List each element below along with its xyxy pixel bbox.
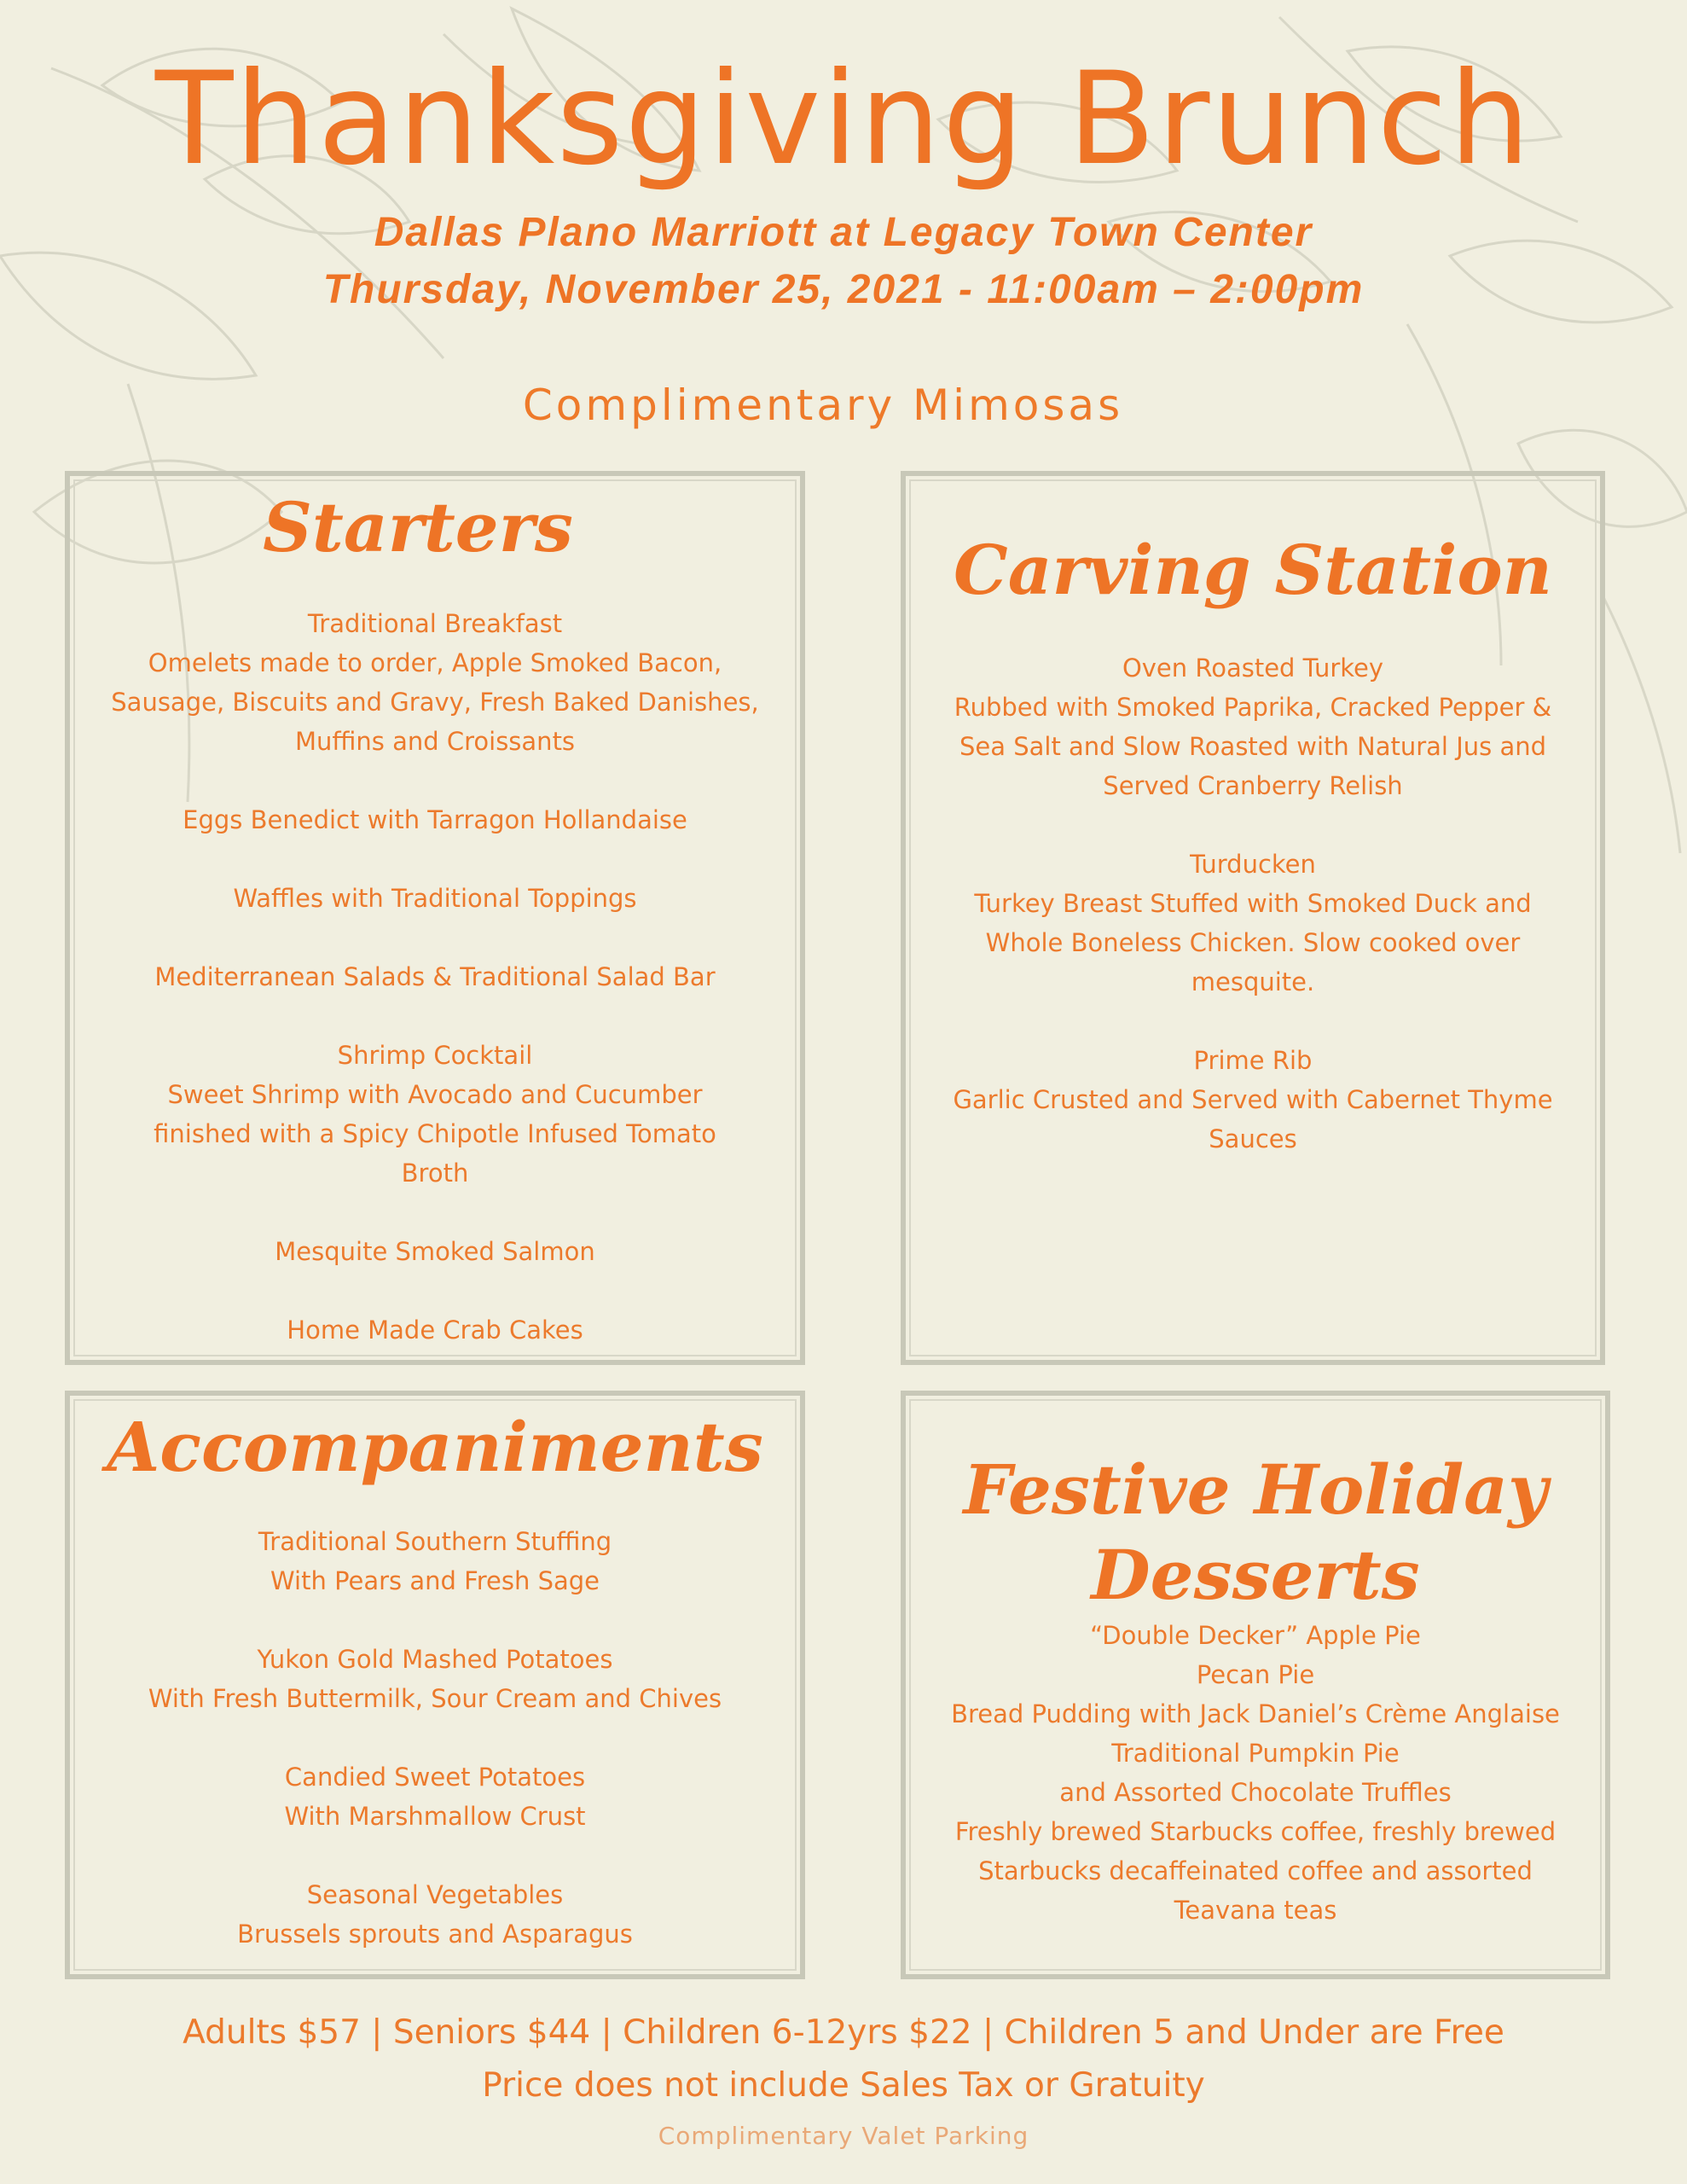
- menu-item-description: Pecan Pie: [1196, 1660, 1315, 1689]
- menu-item-description: Omelets made to order, Apple Smoked Bacon,: [148, 648, 722, 677]
- menu-item: [70, 1232, 800, 1271]
- menu-item-description: Broth: [401, 1159, 469, 1188]
- menu-item-description: Sweet Shrimp with Avocado and Cucumber: [167, 1080, 703, 1109]
- menu-item-name: Waffles with Traditional Toppings: [233, 884, 637, 913]
- menu-item-description: Turkey Breast Stuffed with Smoked Duck and: [974, 889, 1532, 918]
- menu-item-description: mesquite.: [1191, 967, 1315, 996]
- menu-item: [70, 1757, 800, 1836]
- menu-item-description: Brussels sprouts and Asparagus: [237, 1920, 633, 1949]
- menu-item-name: Candied Sweet Potatoes: [284, 1763, 586, 1792]
- menu-item: [70, 1036, 800, 1193]
- menu-item-description: Rubbed with Smoked Paprika, Cracked Pepper &: [954, 693, 1552, 722]
- carving-station-title: Carving Station: [954, 530, 1552, 610]
- menu-item-name: Traditional Breakfast: [307, 609, 563, 638]
- event-date-time: Thursday, November 25, 2021 - 11:00am – 2:00pm: [322, 267, 1365, 312]
- menu-item-name: Prime Rib: [1193, 1046, 1313, 1075]
- desserts-list: [906, 1616, 1605, 1930]
- menu-item: [906, 1616, 1605, 1930]
- pricing-info: [0, 2007, 1687, 2112]
- menu-item: [70, 800, 800, 839]
- accompaniments-panel: [65, 1391, 805, 1979]
- starters-title: Starters: [263, 487, 573, 567]
- menu-item-name: Seasonal Vegetables: [306, 1880, 564, 1909]
- menu-item-description: Garlic Crusted and Served with Cabernet Thyme: [953, 1085, 1553, 1114]
- menu-item-description: With Pears and Fresh Sage: [270, 1566, 600, 1595]
- menu-item: [70, 1310, 800, 1350]
- menu-item: [70, 1875, 800, 1954]
- menu-item-description: Sauces: [1209, 1124, 1297, 1153]
- menu-item-name: Yukon Gold Mashed Potatoes: [257, 1645, 613, 1674]
- menu-item-description: Starbucks decaffeinated coffee and assorted: [978, 1856, 1533, 1885]
- menu-item-description: Traditional Pumpkin Pie: [1111, 1739, 1400, 1768]
- valet-parking-note: Complimentary Valet Parking: [658, 2122, 1029, 2150]
- accompaniments-list: [70, 1522, 800, 1954]
- starters-list: [70, 604, 800, 1350]
- menu-item-name: Home Made Crab Cakes: [287, 1316, 583, 1345]
- menu-item-name: Traditional Southern Stuffing: [258, 1527, 612, 1556]
- menu-item-name: “Double Decker” Apple Pie: [1090, 1621, 1421, 1650]
- menu-item: [70, 957, 800, 996]
- menu-item-name: Mesquite Smoked Salmon: [275, 1237, 595, 1266]
- menu-item: [70, 604, 800, 761]
- menu-item: [70, 1522, 800, 1600]
- menu-item-description: Whole Boneless Chicken. Slow cooked over: [985, 928, 1521, 957]
- menu-item-description: Bread Pudding with Jack Daniel’s Crème Anglaise: [951, 1699, 1560, 1728]
- menu-item-description: With Marshmallow Crust: [284, 1802, 586, 1831]
- carving-station-list: [906, 648, 1600, 1159]
- pricing-line: Adults $57 | Seniors $44 | Children 6-12yrs $22 | Children 5 and Under are Free: [183, 2013, 1504, 2052]
- menu-item-description: Served Cranberry Relish: [1103, 771, 1403, 800]
- desserts-title: Festive Holiday Desserts: [963, 1449, 1548, 1615]
- menu-item: [906, 845, 1600, 1002]
- menu-item-name: Oven Roasted Turkey: [1122, 653, 1384, 682]
- menu-item-description: Teavana teas: [1174, 1896, 1337, 1925]
- menu-item-description: Sausage, Biscuits and Gravy, Fresh Baked Danishes,: [111, 688, 759, 717]
- desserts-panel: [901, 1391, 1610, 1979]
- menu-item-name: Turducken: [1190, 850, 1316, 879]
- menu-item: [70, 1640, 800, 1718]
- venue-name: Dallas Plano Marriott at Legacy Town Center: [374, 210, 1313, 255]
- menu-item-description: Sea Salt and Slow Roasted with Natural Jus and: [959, 732, 1547, 761]
- complimentary-mimosas: Complimentary Mimosas: [522, 380, 1124, 430]
- menu-item: [906, 648, 1600, 805]
- menu-item: [70, 879, 800, 918]
- menu-item-description: With Fresh Buttermilk, Sour Cream and Chives: [148, 1684, 722, 1713]
- page-title: Thanksgiving Brunch: [154, 45, 1533, 194]
- menu-item-name: Eggs Benedict with Tarragon Hollandaise: [183, 805, 687, 834]
- menu-item-name: Mediterranean Salads & Traditional Salad Bar: [154, 962, 716, 991]
- carving-station-panel: [901, 471, 1605, 1365]
- starters-panel: [65, 471, 805, 1365]
- menu-item-name: Shrimp Cocktail: [337, 1041, 533, 1070]
- menu-item-description: finished with a Spicy Chipotle Infused Tomato: [154, 1119, 716, 1148]
- menu-item-description: Freshly brewed Starbucks coffee, freshly brewed: [954, 1817, 1557, 1846]
- menu-item-description: and Assorted Chocolate Truffles: [1059, 1778, 1452, 1807]
- accompaniments-title: Accompaniments: [107, 1407, 763, 1487]
- tax-note: Price does not include Sales Tax or Gratuity: [482, 2066, 1205, 2105]
- menu-item: [906, 1041, 1600, 1159]
- menu-item-description: Muffins and Croissants: [294, 727, 576, 756]
